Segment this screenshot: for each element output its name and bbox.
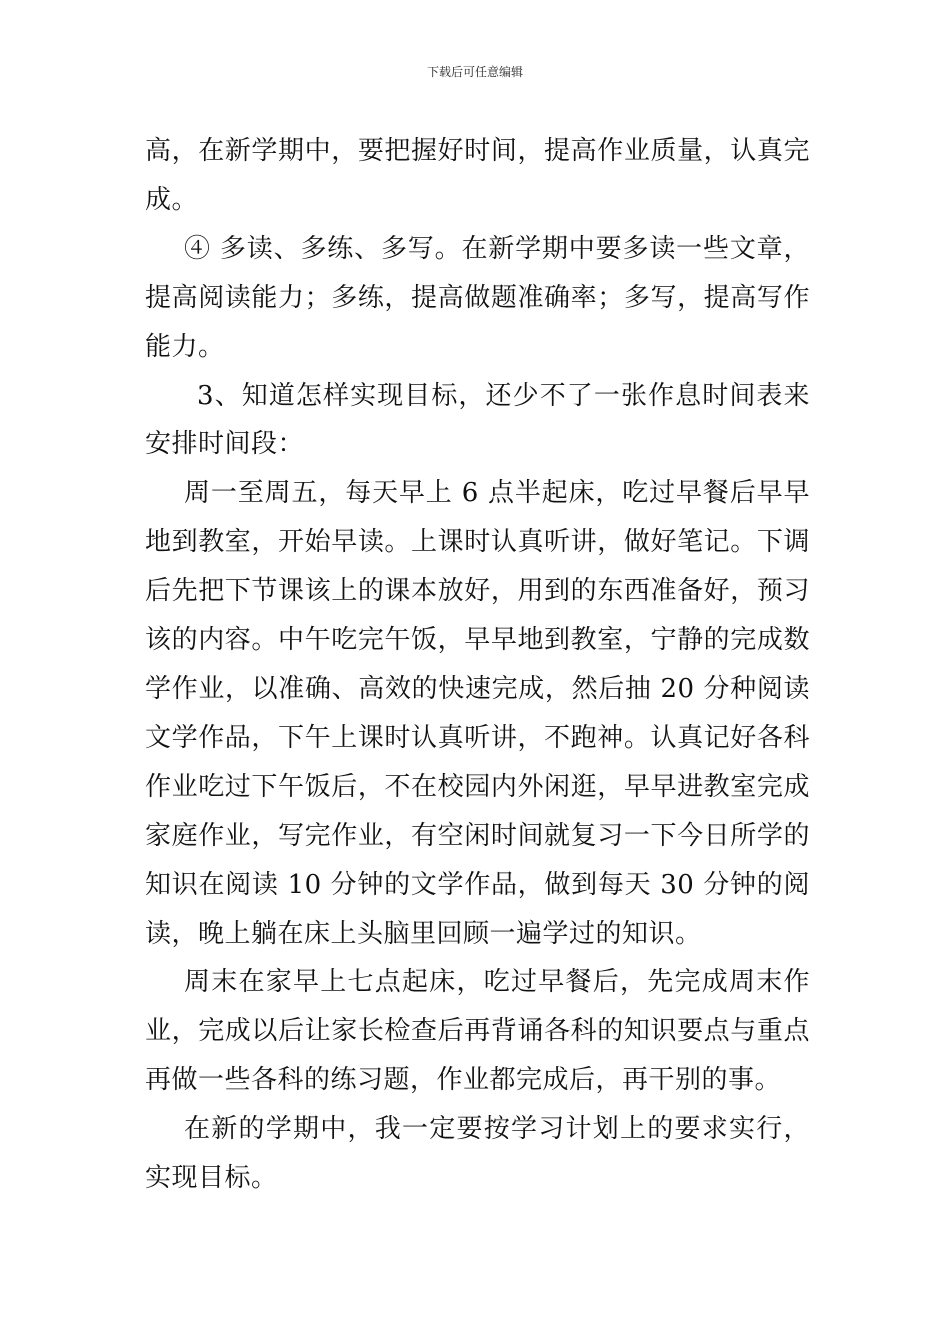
paragraph-schedule-intro: 3、知道怎样实现目标，还少不了一张作息时间表来安排时间段： [145,380,810,460]
paragraph-weekday-schedule: 周一至周五，每天早上 6 点半起床，吃过早餐后早早地到教室，开始早读。上课时认真听讲，做好笔记。下调后先把下节课该上的课本放好，用到的东西准备好，预习该的内容。中午吃完午饭，早早地到教室，宁静的完成数学作业，以准确、高效的快速完成，然后抽 20 分种阅读文学作品，下午上课时认真听讲，不跑神。认真记好各科作业吃过下午饭后，不在校园内外闲逛，早早进教室完成家庭作业，写完作业，有空闲时间就复习一下今日所学的知识在阅读 10 分钟的文学作品，做到每天 30 分钟的阅读，晚上躺在床上头脑里回顾一遍学过的知识。 [145,478,810,949]
paragraph-point-4: ④ 多读、多练、多写。在新学期中要多读一些文章，提高阅读能力；多练，提高做题准确率；多写，提高写作能力。 [145,233,810,362]
page-header: 下载后可任意编辑 [426,65,523,79]
paragraph-weekend-schedule: 周末在家早上七点起床，吃过早餐后，先完成周末作业，完成以后让家长检查后再背诵各科的知识要点与重点再做一些各科的练习题，作业都完成后，再干别的事。 [145,967,810,1096]
paragraph-continuation: 高，在新学期中，要把握好时间，提高作业质量，认真完成。 [145,136,810,215]
document-body [145,127,810,1203]
paragraph-conclusion: 在新的学期中，我一定要按学习计划上的要求实行，实现目标。 [145,1114,810,1194]
